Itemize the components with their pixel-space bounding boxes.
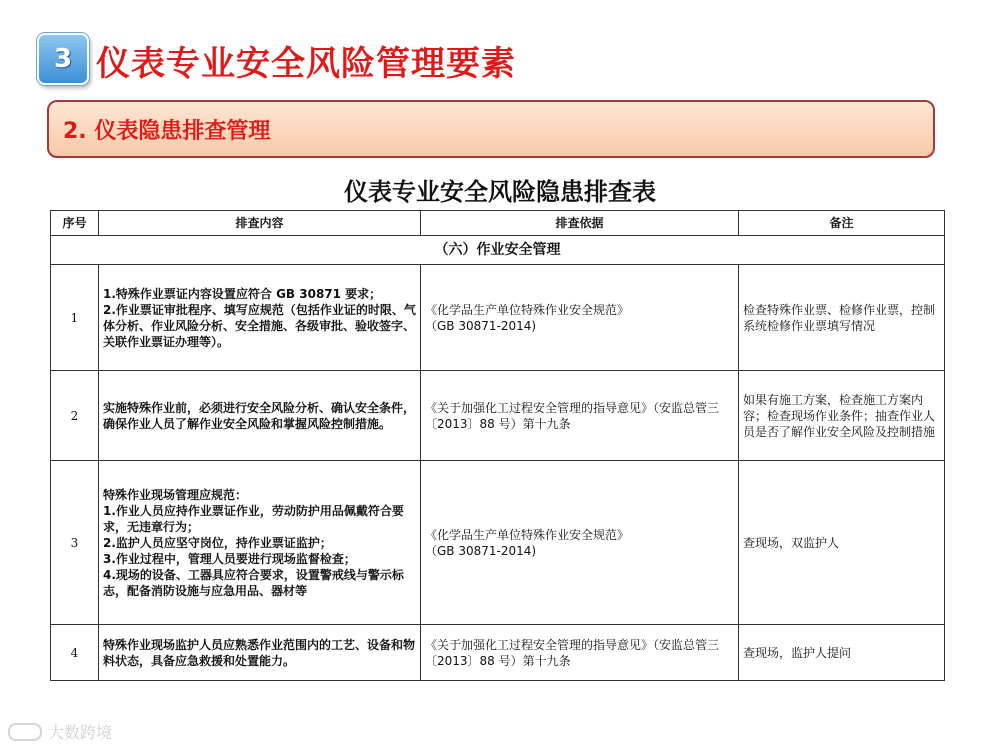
watermark-text: 大数跨境	[48, 723, 113, 742]
subheader-banner	[47, 100, 935, 158]
row-index: 4	[51, 625, 99, 681]
column-header-content: 排查内容	[99, 211, 421, 236]
page-title: 仪表专业安全风险管理要素	[96, 44, 516, 84]
table-row	[51, 371, 945, 461]
row-index: 1	[51, 265, 99, 371]
column-header-index: 序号	[51, 211, 99, 236]
table-row	[51, 625, 945, 681]
row-content: 1.特殊作业票证内容设置应符合 GB 30871 要求； 2.作业票证审批程序、填写应规范（包括作业证的时限、气体分析、作业风险分析、安全措施、各级审批、验收签字、关联作业票证办理等）。	[99, 265, 421, 371]
section-title: （六）作业安全管理	[51, 236, 945, 265]
table-header-row	[51, 211, 945, 236]
row-note: 检查特殊作业票、检修作业票，控制系统检修作业票填写情况	[739, 265, 945, 371]
watermark	[8, 720, 112, 743]
table-row	[51, 461, 945, 625]
row-basis: 《化学品生产单位特殊作业安全规范》 （GB 30871-2014)	[421, 265, 739, 371]
row-note: 查现场，监护人提问	[739, 625, 945, 681]
table-row	[51, 265, 945, 371]
column-header-basis: 排查依据	[421, 211, 739, 236]
row-note: 查现场，双监护人	[739, 461, 945, 625]
row-basis: 《关于加强化工过程安全管理的指导意见》（安监总管三〔2013〕88 号）第十九条	[421, 371, 739, 461]
column-header-note: 备注	[739, 211, 945, 236]
row-index: 2	[51, 371, 99, 461]
table-title: 仪表专业安全风险隐患排查表	[344, 178, 656, 206]
watermark-logo-icon	[8, 723, 42, 741]
row-note: 如果有施工方案，检查施工方案内容；检查现场作业条件；抽查作业人员是否了解作业安全风险及控制措施	[739, 371, 945, 461]
inspection-table	[50, 210, 945, 681]
row-content: 特殊作业现场管理应规范： 1.作业人员应持作业票证作业，劳动防护用品佩戴符合要求，无违章行为； 2.监护人员应坚守岗位，持作业票证监护； 3.作业过程中，管理人员要进行现场监督检查； 4.现场的设备、工器具应符合要求，设置警戒线与警示标志，配备消防设施与应急用品、器材等	[99, 461, 421, 625]
section-row	[51, 236, 945, 265]
section-number-badge: 3	[37, 33, 89, 85]
row-basis: 《化学品生产单位特殊作业安全规范》 （GB 30871-2014)	[421, 461, 739, 625]
row-basis: 《关于加强化工过程安全管理的指导意见》（安监总管三〔2013〕88 号）第十九条	[421, 625, 739, 681]
row-index: 3	[51, 461, 99, 625]
subheader-text: 2. 仪表隐患排查管理	[63, 118, 271, 144]
row-content: 实施特殊作业前，必须进行安全风险分析、确认安全条件，确保作业人员了解作业安全风险和掌握风险控制措施。	[99, 371, 421, 461]
row-content: 特殊作业现场监护人员应熟悉作业范围内的工艺、设备和物料状态，具备应急救援和处置能力。	[99, 625, 421, 681]
